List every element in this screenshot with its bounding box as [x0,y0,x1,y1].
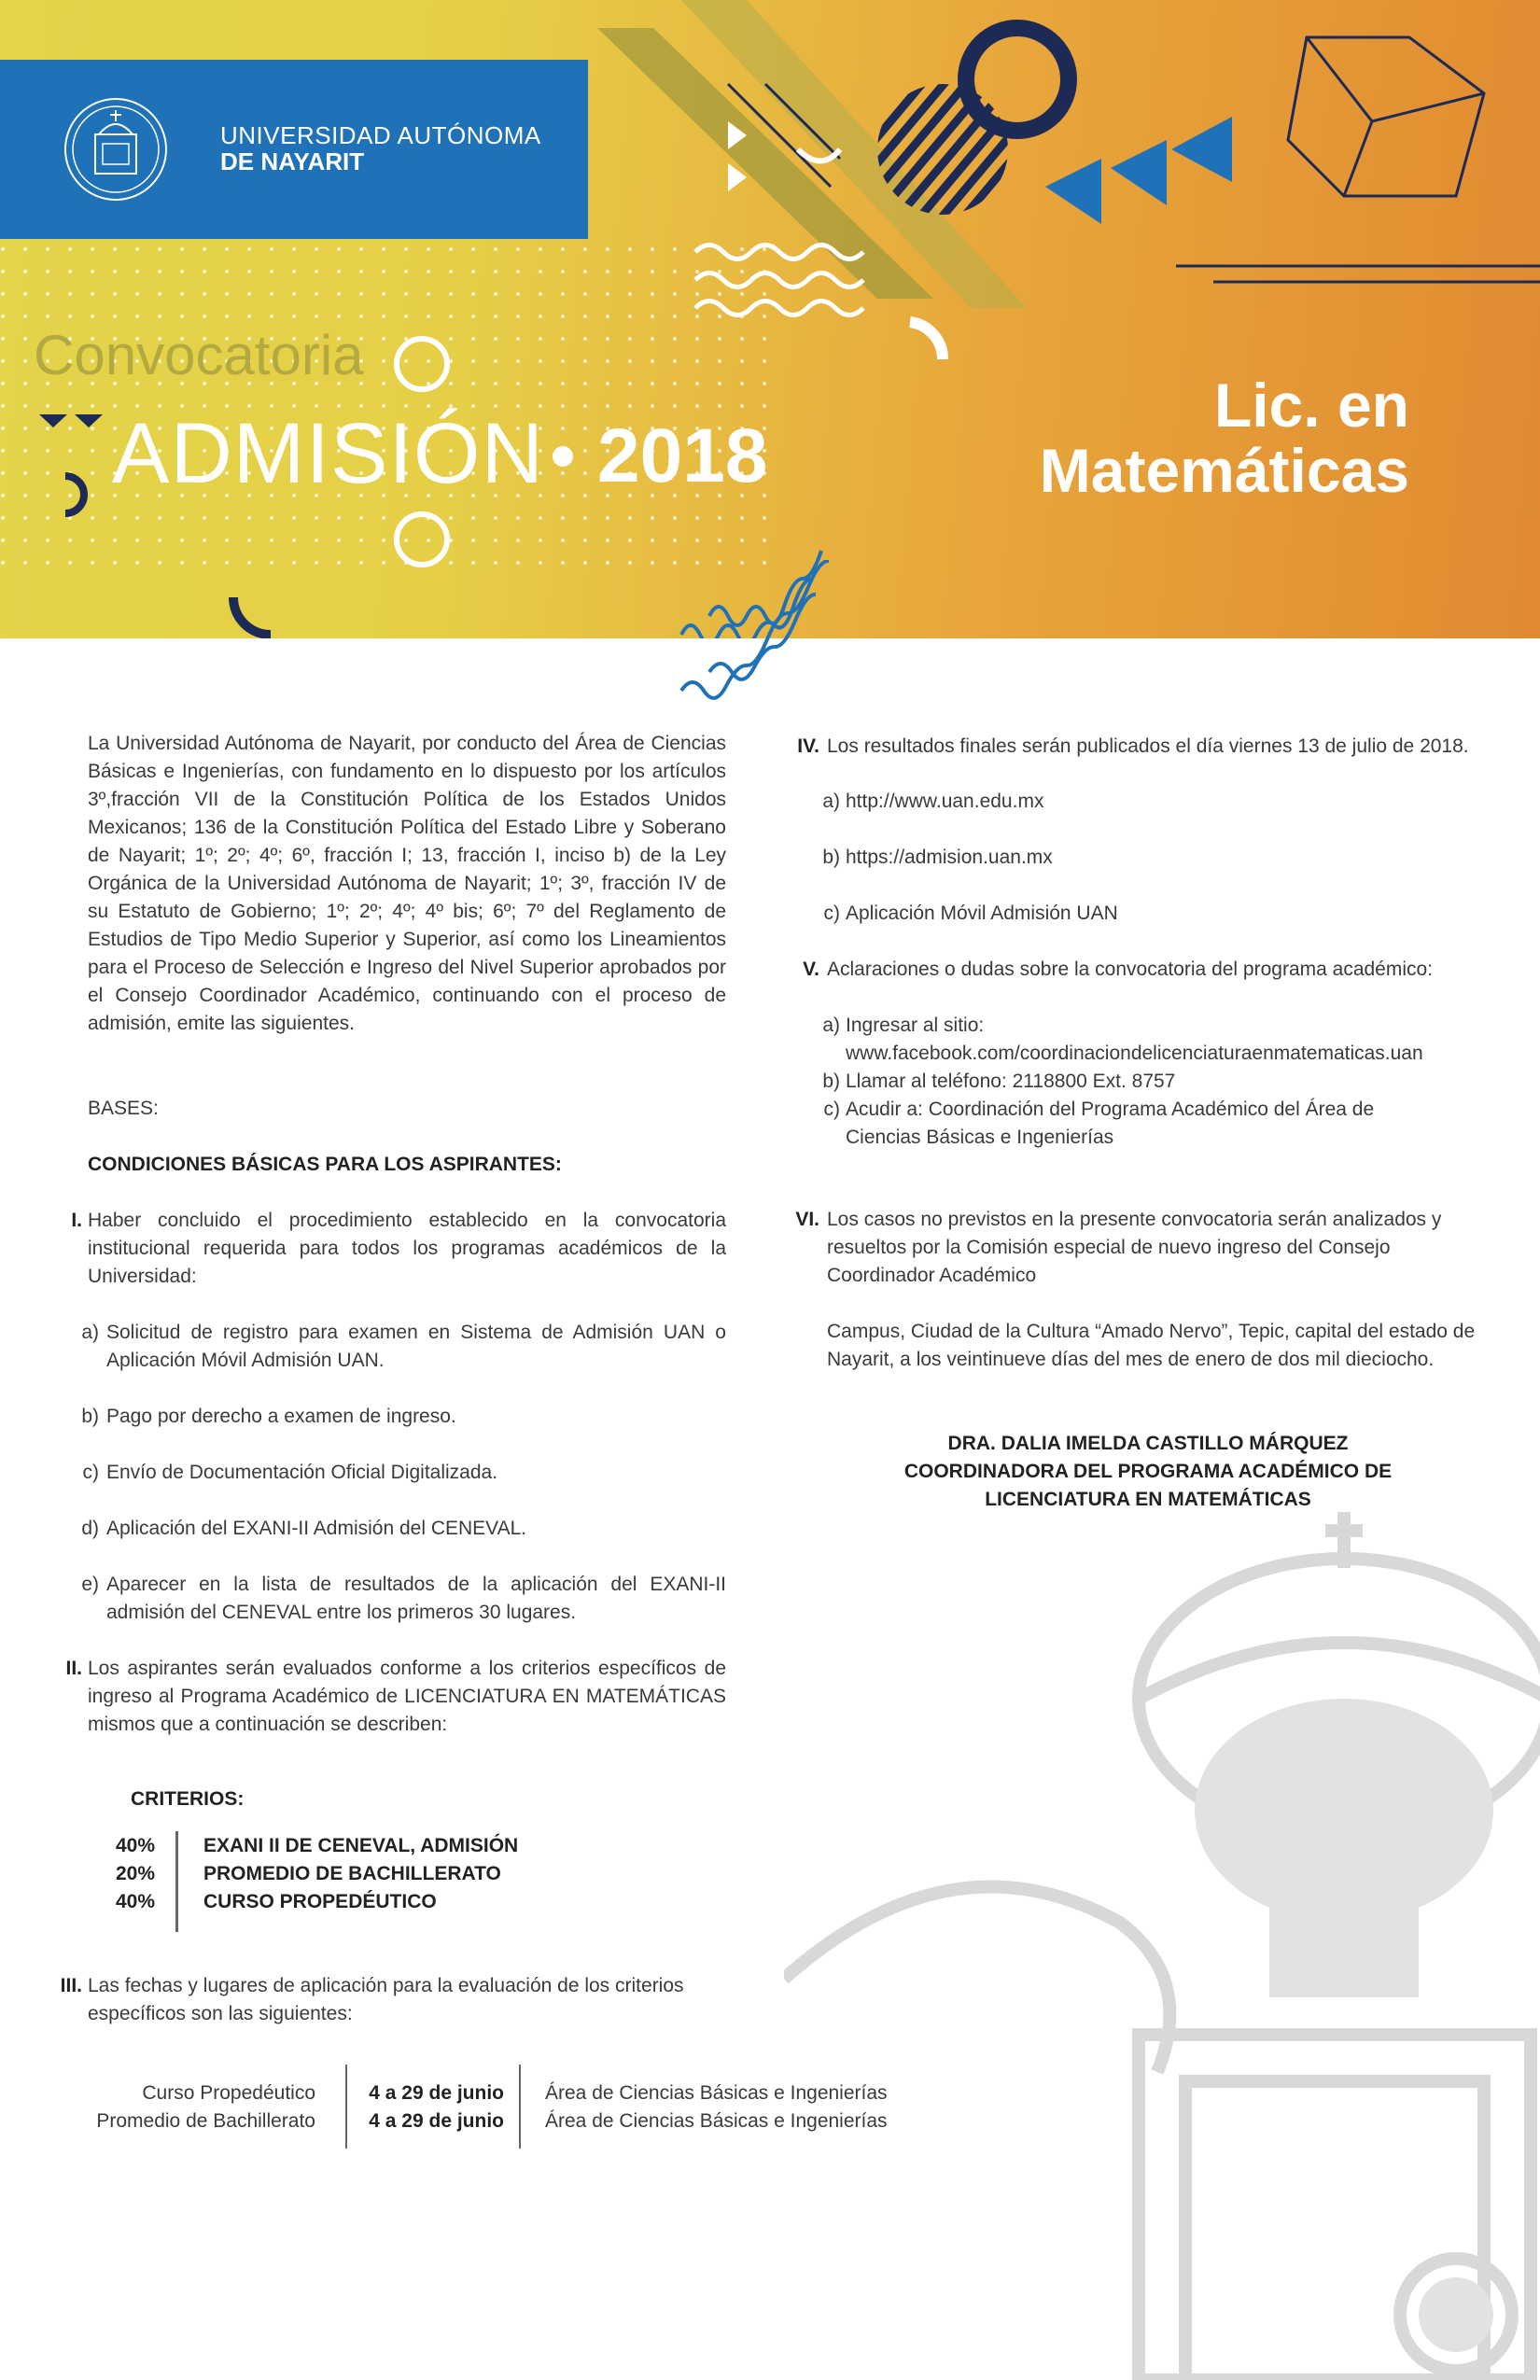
list-item: Aplicación Móvil Admisión UAN [846,903,1118,924]
section-ii-text: Los aspirantes serán evaluados conforme a los criterios específicos de ingreso al Programa Académico de LICENCIATURA EN MATEMÁTICAS mismos que a continuación se describen: [88,1658,726,1735]
schedule-date: 4 a 29 de junio [369,2082,504,2104]
item-letter: d) [81,1518,99,1539]
list-item: Ingresar al sitio: [846,1015,985,1036]
link-facebook[interactable]: www.facebook.com/coordinaciondelicenciaturaenmatematicas.uan [846,1043,1423,1064]
criteria-divider [175,1831,178,1932]
section-number-ii: II. [65,1658,82,1679]
section-iv-text: Los resultados finales serán publicados el día viernes 13 de julio de 2018. [827,735,1469,757]
signature-name: DRA. DALIA IMELDA CASTILLO MÁRQUEZ [947,1433,1349,1454]
criteria-title: CRITERIOS: [131,1788,245,1810]
list-item: Llamar al teléfono: 2118800 Ext. 8757 [846,1071,1176,1092]
admision-title: ADMISIÓN [112,406,544,501]
criteria-percent: 40% [115,1835,155,1856]
university-name-line2: DE NAYARIT [220,147,365,175]
section-v-text: Aclaraciones o dudas sobre la convocatoria del programa académico: [827,959,1434,980]
criteria-percent: 20% [115,1863,155,1884]
section-number-iv: IV. [797,735,819,757]
section-i-text: Haber concluido el procedimiento establecido en la convocatoria institucional requerida para todos los programas académicos de la Universidad: [88,1210,726,1287]
schedule-place: Área de Ciencias Básicas e Ingenierías [545,2110,888,2132]
schedule-date: 4 a 29 de junio [369,2110,504,2132]
closing-paragraph: Campus, Ciudad de la Cultura “Amado Nervo”, Tepic, capital del estado de Nayarit, a los veintinueve días del mes de enero de dos mil dieciocho. [827,1321,1476,1370]
title-bullet [553,446,573,467]
list-item: Solicitud de registro para examen en Sistema de Admisión UAN o Aplicación Móvil Admisión UAN. [106,1322,726,1371]
section-number-iii: III. [60,1975,82,1996]
signature-title-line2: LICENCIATURA EN MATEMÁTICAS [985,1489,1311,1510]
squiggle-decoration [672,560,877,700]
schedule-place: Área de Ciencias Básicas e Ingenierías [545,2082,888,2104]
list-item: Acudir a: Coordinación del Programa Académico del Área de [846,1099,1375,1120]
link-admision[interactable]: https://admision.uan.mx [846,847,1053,868]
criteria-name: PROMEDIO DE BACHILLERATO [203,1863,501,1884]
item-letter: b) [81,1406,99,1427]
item-letter: c) [82,1462,99,1483]
university-seal-icon [62,95,170,203]
item-letter: b) [822,1071,840,1092]
item-letter: c) [823,903,840,924]
schedule-item: Promedio de Bachillerato [96,2110,315,2132]
item-letter: a) [822,791,840,812]
item-letter: c) [823,1099,840,1120]
header-banner [0,0,1540,638]
item-letter: b) [822,847,840,868]
section-number-i: I. [71,1210,82,1231]
section-number-vi: VI. [795,1209,819,1230]
conditions-title: CONDICIONES BÁSICAS PARA LOS ASPIRANTES: [88,1154,562,1175]
intro-paragraph: La Universidad Autónoma de Nayarit, por conducto del Área de Ciencias Básicas e Ingenierías, con fundamento en lo dispuesto por los artículos 3º,fracción VII de la Constitución Política de los Estados Unidos Mexicanos; 136 de la Constitución Política del Estado Libre y Soberano de Nayarit; 1º; 2º; 4º; 6º, fracción I; 13, fracción I, inciso b) de la Ley Orgánica de la Universidad Autónoma de Nayarit; 1º; 3º, fracción IV de su Estatuto de Gobierno; 1º; 2º; 4º; 4º bis; 6º; 7º del Reglamento de Estudios de Tipo Medio Superior y Superior, así como los Lineamientos para el Proceso de Selección e Ingreso del Nivel Superior aprobados por el Consejo Coordinador Académico, continuando con el proceso de admisión, emite las siguientes. [88,733,726,1034]
bases-label: BASES: [88,1098,159,1119]
section-iii-text: Las fechas y lugares de aplicación para la evaluación de los criterios específicos son las siguientes: [88,1975,684,2024]
admision-year: 2018 [597,413,768,498]
university-seal-watermark [784,1512,1540,2380]
criteria-name: CURSO PROPEDÉUTICO [203,1891,437,1912]
list-item: Pago por derecho a examen de ingreso. [106,1406,456,1427]
list-item: Ciencias Básicas e Ingenierías [846,1127,1114,1148]
section-vi-text: Los casos no previstos en la presente convocatoria serán analizados y resueltos por la Comisión especial de nuevo ingreso del Consejo Coordinador Académico [827,1209,1442,1286]
program-title-line1: Lic. en [1213,371,1409,440]
criteria-name: EXANI II DE CENEVAL, ADMISIÓN [203,1835,519,1856]
signature-title-line1: COORDINADORA DEL PROGRAMA ACADÉMICO DE [903,1461,1393,1482]
schedule-divider [519,2065,521,2149]
list-item: Aplicación del EXANI-II Admisión del CENEVAL. [106,1518,527,1539]
criteria-percent: 40% [115,1891,155,1912]
program-title-line2: Matemáticas [1039,436,1409,505]
list-item: Aparecer en la lista de resultados de la aplicación del EXANI-II admisión del CENEVAL entre los primeros 30 lugares. [106,1574,726,1623]
list-item: Envío de Documentación Oficial Digitalizada. [106,1462,498,1483]
section-number-v: V. [803,959,819,980]
item-letter: e) [81,1574,99,1595]
link-uan[interactable]: http://www.uan.edu.mx [846,791,1044,812]
university-name-line1: UNIVERSIDAD AUTÓNOMA [220,121,541,149]
schedule-item: Curso Propedéutico [142,2082,315,2104]
university-logo-box [0,60,588,239]
convocatoria-label: Convocatoria [34,324,364,386]
item-letter: a) [81,1322,99,1343]
schedule-divider [345,2065,347,2149]
item-letter: a) [822,1015,840,1036]
